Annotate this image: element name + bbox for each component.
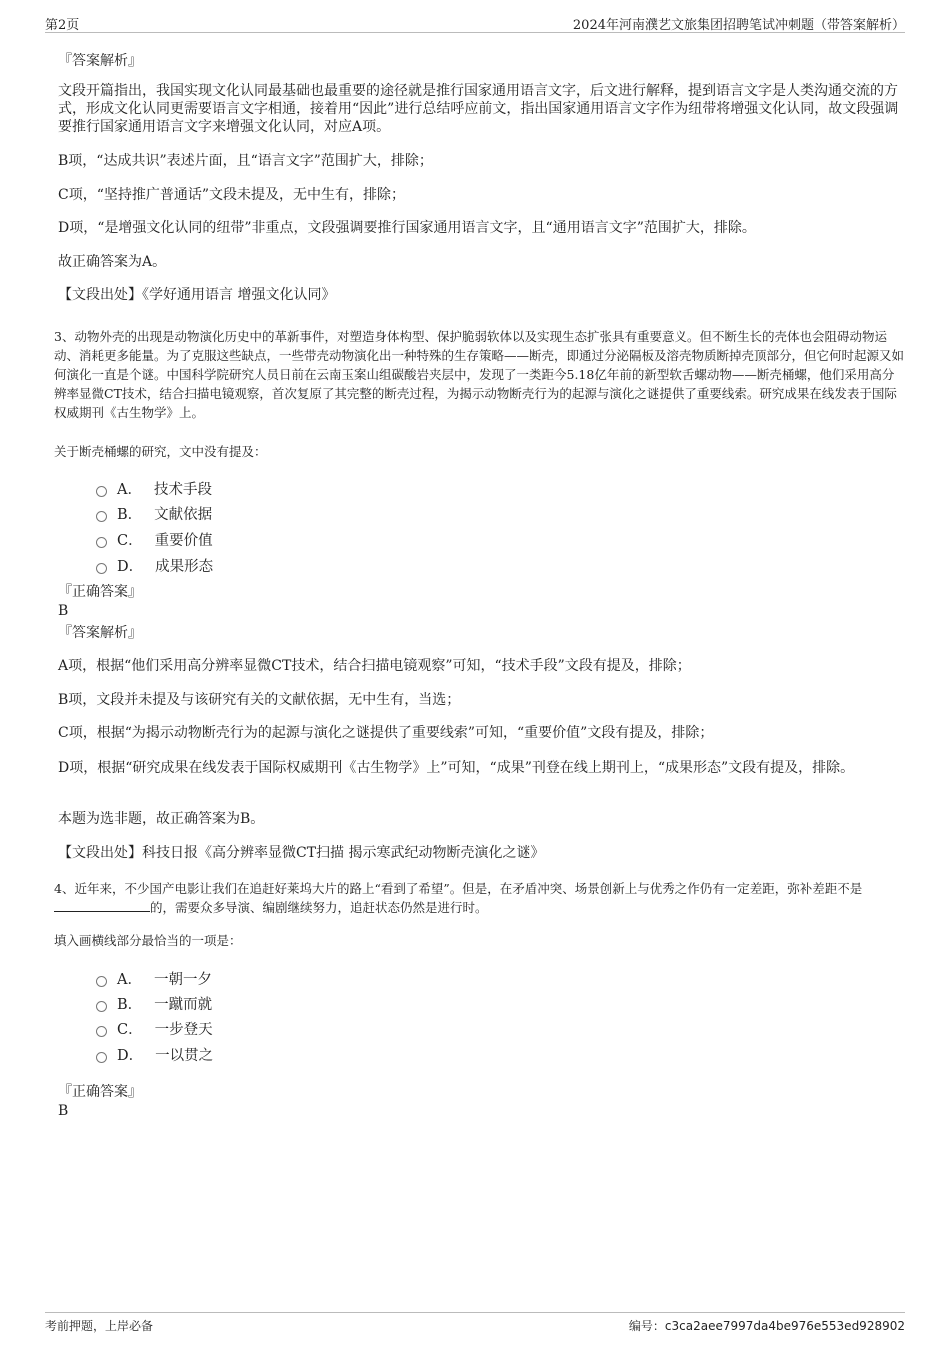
q4-option-b[interactable] [96, 993, 212, 1014]
option-letter: B． [117, 507, 143, 523]
q2-analysis-para1: 文段开篇指出，我国实现文化认同最基础也最重要的途径就是推行国家通用语言文字，后文进行解释，提到语言文字是人类沟通交流的方式，形成文化认同更需要语言文字相通，接着用“因此”进行总结呼应前文，指出国家通用语言文字作为纽带将增强文化认同，故文段强调要推行国家通用语言文字来增强文化认同，对应A项。 [58, 83, 899, 135]
footer-slogan: 考前押题，上岸必备 [45, 1319, 154, 1333]
option-letter: C． [117, 533, 143, 549]
radio-icon[interactable] [96, 1026, 107, 1037]
option-text: 一朝一夕 [153, 972, 212, 988]
option-letter: D． [117, 1048, 144, 1064]
q3-analysis-c: C项，根据“为揭示动物断壳行为的起源与演化之谜提供了重要线索”可知，“重要价值”文段有提及，排除； [58, 725, 714, 741]
q3-answer-summary: 本题为选非题，故正确答案为B。 [58, 811, 265, 827]
q3-analysis-label: 『答案解析』 [58, 625, 142, 641]
q3-answer: B [58, 603, 69, 619]
radio-icon[interactable] [96, 563, 107, 574]
q4-option-c[interactable] [96, 1018, 213, 1039]
option-letter: D． [117, 559, 144, 575]
q4-prompt: 填入画横线部分最恰当的一项是： [54, 933, 242, 948]
radio-icon[interactable] [96, 976, 107, 987]
q2-analysis-para2: B项，“达成共识”表述片面，且“语言文字”范围扩大，排除； [58, 153, 433, 169]
option-text: 技术手段 [153, 482, 212, 498]
q2-answer-summary: 故正确答案为A。 [58, 254, 167, 270]
page-footer [45, 1312, 905, 1334]
page-header [45, 12, 905, 33]
option-letter: A． [117, 482, 142, 498]
option-text: 重要价值 [154, 533, 213, 549]
option-letter: A． [117, 972, 142, 988]
q3-answer-label: 『正确答案』 [58, 584, 142, 600]
q4-question-text [54, 879, 904, 917]
code-value: c3ca2aee7997da4be976e553ed928902 [664, 1319, 905, 1333]
option-letter: B． [117, 997, 143, 1013]
q3-analysis-b: B项，文段并未提及与该研究有关的文献依据，无中生有，当选； [58, 692, 461, 708]
radio-icon[interactable] [96, 537, 107, 548]
q3-option-b[interactable] [96, 503, 212, 524]
radio-icon[interactable] [96, 1052, 107, 1063]
code-label: 编号： [628, 1319, 665, 1333]
page-number: 第2页 [45, 18, 80, 33]
option-text: 文献依据 [154, 507, 213, 523]
document-code [629, 1317, 905, 1334]
q3-analysis-d: D项，根据“研究成果在线发表于国际权威期刊《古生物学》上”可知，“成果”刊登在线上期刊上，“成果形态”文段有提及，排除。 [58, 760, 855, 776]
fill-blank [54, 899, 150, 912]
option-text: 一以贯之 [155, 1048, 214, 1064]
document-title: 2024年河南濮艺文旅集团招聘笔试冲刺题（带答案解析） [572, 18, 905, 33]
q2-analysis-para3: C项，“坚持推广普通话”文段未提及，无中生有，排除； [58, 187, 406, 203]
q4-text-after: 的，需要众多导演、编剧继续努力，追赶状态仍然是进行时。 [150, 900, 488, 915]
q3-option-c[interactable] [96, 529, 213, 550]
q4-text-before: 4、近年来，不少国产电影让我们在追赶好莱坞大片的路上“看到了希望”。但是，在矛盾冲突、场景创新上与优秀之作仍有一定差距，弥补差距不是 [54, 881, 863, 896]
radio-icon[interactable] [96, 1001, 107, 1012]
radio-icon[interactable] [96, 486, 107, 497]
q4-answer-label: 『正确答案』 [58, 1084, 142, 1100]
q2-source: 【文段出处】《学好通用语言 增强文化认同》 [58, 287, 336, 303]
q2-analysis-para4: D项，“是增强文化认同的纽带”非重点，文段强调要推行国家通用语言文字，且“通用语言文字”范围扩大，排除。 [58, 220, 756, 236]
option-letter: C． [117, 1022, 143, 1038]
q4-option-d[interactable] [96, 1044, 213, 1065]
option-text: 一蹴而就 [154, 997, 213, 1013]
q4-answer: B [58, 1103, 69, 1119]
q3-question-text: 3、动物外壳的出现是动物演化历史中的革新事件，对塑造身体构型、保护脆弱软体以及实现生态扩张具有重要意义。但不断生长的壳体也会阻碍动物运动、消耗更多能量。为了克服这些缺点，一些带壳动物演化出一种特殊的生存策略——断壳，即通过分泌隔板及溶壳物质断掉壳顶部分，但它何时起源又如何演化一直是个谜。中国科学院研究人员日前在云南玉案山组碳酸岩夹层中，发现了一类距今5.18亿年前的新型软舌螺动物——断壳桶螺，他们采用高分辨率显微CT技术，结合扫描电镜观察，首次复原了其完整的断壳过程，为揭示动物断壳行为的起源与演化之谜提供了重要线索。研究成果在线发表于国际权威期刊《古生物学》上。 [54, 329, 905, 420]
q3-option-a[interactable] [96, 478, 212, 499]
option-text: 成果形态 [155, 559, 214, 575]
q3-prompt: 关于断壳桶螺的研究，文中没有提及： [54, 444, 267, 459]
q3-source: 【文段出处】科技日报《高分辨率显微CT扫描 揭示寒武纪动物断壳演化之谜》 [58, 845, 545, 861]
option-text: 一步登天 [154, 1022, 213, 1038]
q3-analysis-a: A项，根据“他们采用高分辨率显微CT技术，结合扫描电镜观察”可知，“技术手段”文段有提及，排除； [58, 658, 691, 674]
q2-analysis-label: 『答案解析』 [58, 53, 142, 69]
q4-option-a[interactable] [96, 968, 212, 989]
q3-option-d[interactable] [96, 555, 213, 576]
radio-icon[interactable] [96, 511, 107, 522]
